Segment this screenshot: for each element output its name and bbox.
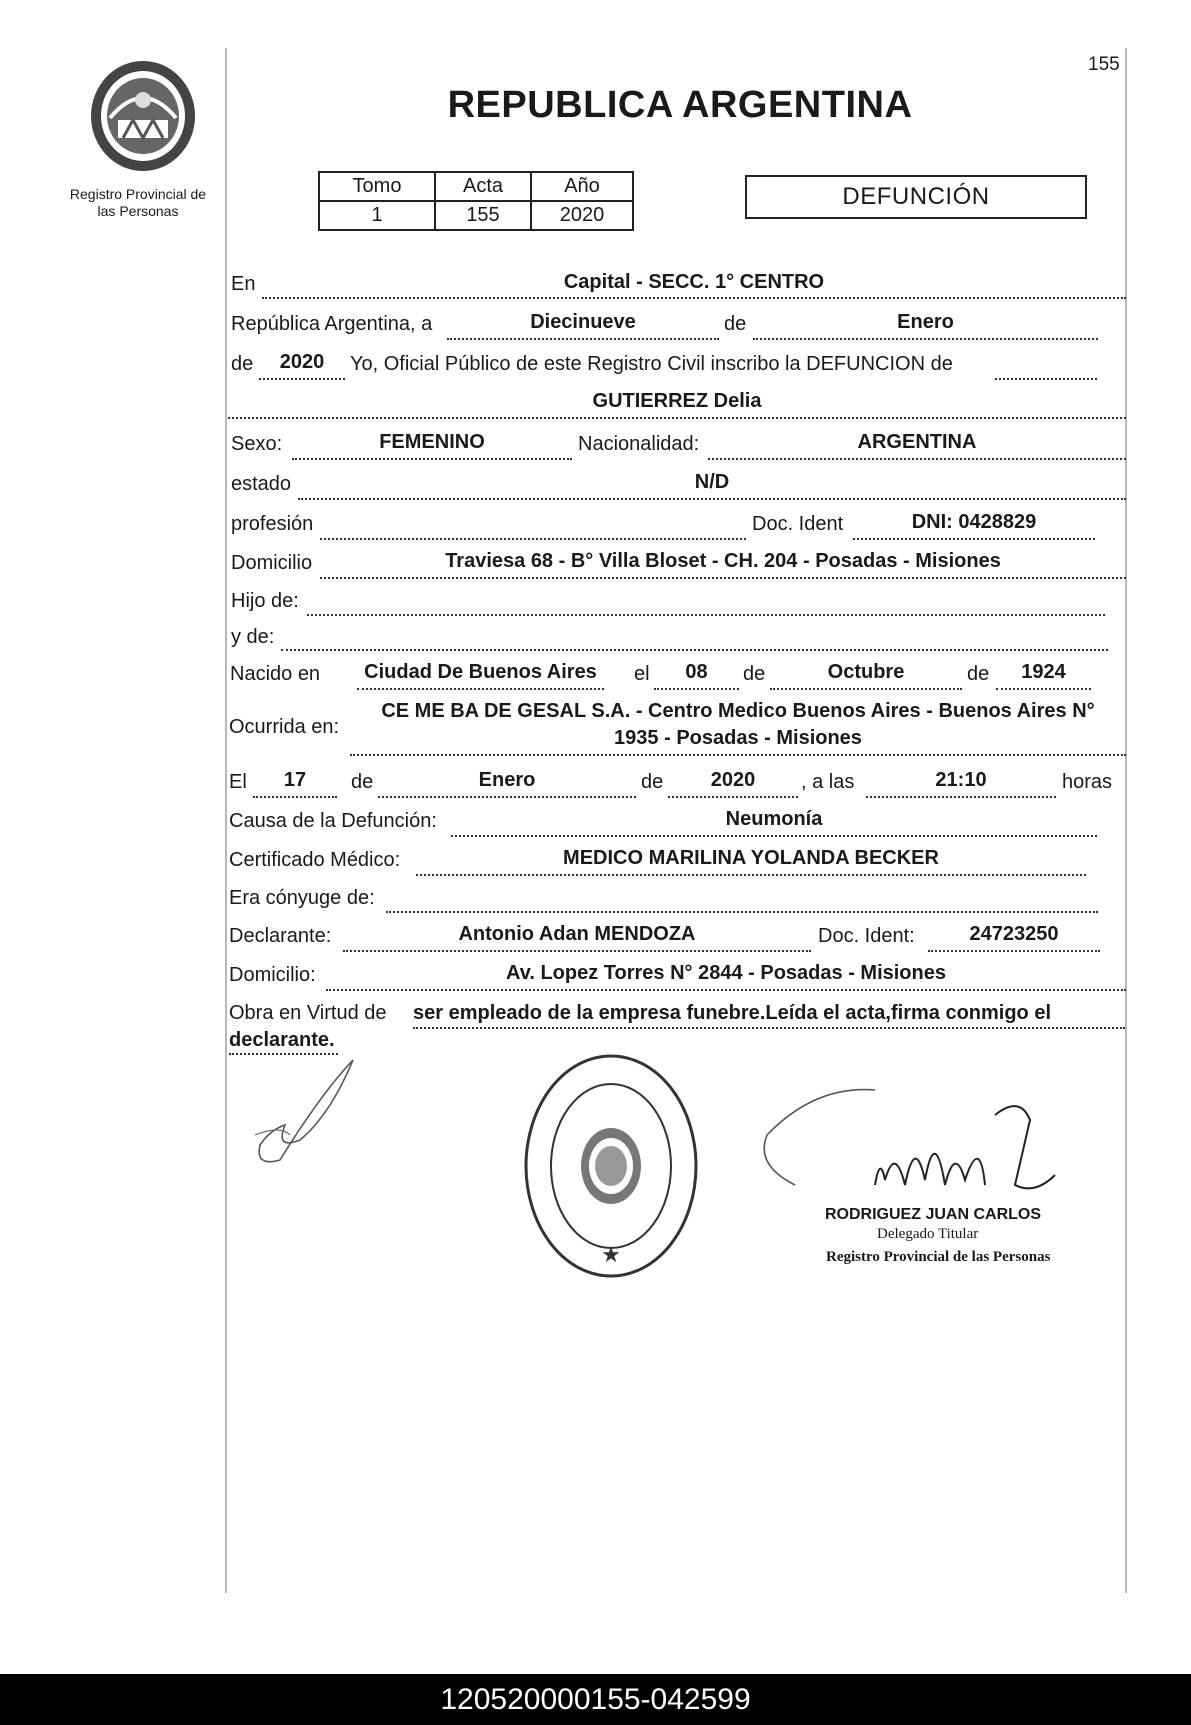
official-stamp bbox=[522, 1052, 700, 1280]
nacido-line bbox=[357, 688, 604, 690]
month-line bbox=[753, 338, 1098, 340]
death-month: Enero bbox=[478, 769, 536, 791]
sexo-label: Sexo: bbox=[231, 433, 283, 455]
birth-day-line bbox=[654, 688, 739, 690]
official-name: RODRIGUEZ JUAN CARLOS bbox=[825, 1206, 1042, 1223]
left-margin-line bbox=[225, 48, 227, 1593]
yde-line bbox=[281, 649, 1108, 651]
yde-label: y de: bbox=[231, 626, 275, 648]
nacionalidad-line bbox=[708, 458, 1126, 460]
death-de-label-1: de bbox=[351, 771, 374, 793]
domicilio2-line bbox=[326, 989, 1126, 991]
nacido-label: Nacido en bbox=[230, 663, 321, 685]
declarante-value: Antonio Adan MENDOZA bbox=[458, 923, 696, 945]
ocurrida-dotted-line bbox=[350, 754, 1126, 756]
page-title: REPUBLICA ARGENTINA bbox=[447, 84, 913, 126]
birth-day: 08 bbox=[685, 661, 708, 683]
table-value-acta: 155 bbox=[435, 201, 531, 230]
hijo-label: Hijo de: bbox=[231, 590, 299, 612]
en-label: En bbox=[231, 273, 256, 295]
footer-code: 120520000155-042599 bbox=[0, 1674, 1191, 1725]
alas-label: , a las bbox=[801, 771, 855, 793]
official-org: Registro Provincial de las Personas bbox=[826, 1249, 1051, 1265]
conyuge-line bbox=[386, 911, 1098, 913]
logo-caption-line1: Registro Provincial de bbox=[69, 186, 207, 202]
en-value: Capital - SECC. 1° CENTRO bbox=[563, 271, 825, 293]
declarante-doc-value: 24723250 bbox=[969, 923, 1059, 945]
birth-de-label-1: de bbox=[743, 663, 766, 685]
birth-year: 1924 bbox=[1021, 661, 1066, 683]
declarante-doc-line bbox=[928, 950, 1100, 952]
domicilio-label: Domicilio bbox=[231, 552, 313, 574]
document-type-box: DEFUNCIÓN bbox=[745, 175, 1087, 219]
causa-label: Causa de la Defunción: bbox=[229, 810, 437, 832]
declarante-signature bbox=[250, 1055, 365, 1170]
domicilio-value: Traviesa 68 - B° Villa Bloset - CH. 204 - Posadas - Misiones bbox=[445, 550, 1001, 572]
death-day-line bbox=[253, 796, 337, 798]
causa-line bbox=[451, 835, 1097, 837]
domicilio-line bbox=[320, 577, 1126, 579]
birth-de-label-2: de bbox=[967, 663, 990, 685]
table-header-tomo: Tomo bbox=[319, 172, 435, 201]
ocurrida-line1: CE ME BA DE GESAL S.A. - Centro Medico Buenos Aires - Buenos Aires N° bbox=[381, 700, 1095, 722]
statement-text: Yo, Oficial Público de este Registro Civil inscribo la DEFUNCION de bbox=[350, 353, 953, 375]
domicilio2-value: Av. Lopez Torres N° 2844 - Posadas - Misiones bbox=[506, 962, 946, 984]
declarante-doc-label: Doc. Ident: bbox=[818, 925, 915, 947]
de-label: de bbox=[724, 313, 747, 335]
declarante-line bbox=[343, 950, 811, 952]
table-value-tomo: 1 bbox=[319, 201, 435, 230]
year-line bbox=[259, 378, 345, 380]
certificado-line bbox=[416, 874, 1086, 876]
estado-label: estado bbox=[231, 473, 292, 495]
certificado-value: MEDICO MARILINA YOLANDA BECKER bbox=[563, 847, 939, 869]
estado-line bbox=[298, 498, 1126, 500]
nacionalidad-value: ARGENTINA bbox=[857, 431, 977, 453]
horas-label: horas bbox=[1062, 771, 1113, 793]
doc-ident-value: DNI: 0428829 bbox=[911, 511, 1037, 533]
page-number: 155 bbox=[1088, 54, 1120, 75]
obra-label: Obra en Virtud de bbox=[229, 1002, 387, 1024]
birth-month: Octubre bbox=[827, 661, 905, 683]
el-label: el bbox=[634, 663, 650, 685]
obra-value-line2: declarante. bbox=[229, 1029, 335, 1051]
svg-text:★: ★ bbox=[601, 1243, 621, 1268]
sexo-line bbox=[292, 458, 572, 460]
year-prefix-label: de bbox=[231, 353, 254, 375]
death-day: 17 bbox=[283, 769, 307, 791]
logo-caption-line2: las Personas bbox=[97, 203, 179, 219]
death-month-line bbox=[378, 796, 636, 798]
official-role: Delegado Titular bbox=[877, 1226, 979, 1242]
domicilio2-label: Domicilio: bbox=[229, 964, 316, 986]
nacido-value: Ciudad De Buenos Aires bbox=[364, 661, 597, 683]
table-header-acta: Acta bbox=[435, 172, 531, 201]
official-signature bbox=[755, 1085, 1085, 1205]
death-year: 2020 bbox=[710, 769, 756, 791]
birth-month-line bbox=[770, 688, 962, 690]
obra-value-line1: ser empleado de la empresa funebre.Leída el acta,firma conmigo el bbox=[413, 1002, 1052, 1024]
certificado-label: Certificado Médico: bbox=[229, 849, 401, 871]
hijo-line bbox=[307, 614, 1105, 616]
table-header-ano: Año bbox=[531, 172, 633, 201]
doc-ident-line bbox=[853, 538, 1095, 540]
year-value: 2020 bbox=[279, 351, 325, 373]
declarante-label: Declarante: bbox=[229, 925, 332, 947]
obra-line1 bbox=[413, 1027, 1125, 1029]
name-line bbox=[228, 417, 1126, 419]
table-value-ano: 2020 bbox=[531, 201, 633, 230]
estado-value: N/D bbox=[694, 471, 730, 493]
profesion-line bbox=[320, 538, 746, 540]
en-line bbox=[262, 297, 1126, 299]
death-de-label-2: de bbox=[641, 771, 664, 793]
ocurrida-label: Ocurrida en: bbox=[229, 716, 340, 738]
month-value: Enero bbox=[897, 311, 954, 333]
sexo-value: FEMENINO bbox=[379, 431, 485, 453]
profesion-label: profesión bbox=[231, 513, 314, 535]
death-year-line bbox=[668, 796, 798, 798]
death-time: 21:10 bbox=[935, 769, 987, 791]
day-value: Diecinueve bbox=[530, 311, 636, 333]
causa-value: Neumonía bbox=[725, 808, 823, 830]
day-line bbox=[447, 338, 719, 340]
province-seal-logo bbox=[88, 58, 198, 173]
ocurrida-line2: 1935 - Posadas - Misiones bbox=[614, 727, 862, 749]
registry-table bbox=[318, 171, 634, 231]
republica-label: República Argentina, a bbox=[231, 313, 433, 335]
deceased-name: GUTIERREZ Delia bbox=[592, 390, 762, 412]
conyuge-label: Era cónyuge de: bbox=[229, 887, 375, 909]
death-time-line bbox=[866, 796, 1056, 798]
statement-line bbox=[995, 378, 1097, 380]
birth-year-line bbox=[996, 688, 1091, 690]
nacionalidad-label: Nacionalidad: bbox=[578, 433, 700, 455]
doc-ident-label: Doc. Ident bbox=[752, 513, 844, 535]
El-label: El bbox=[229, 771, 247, 793]
